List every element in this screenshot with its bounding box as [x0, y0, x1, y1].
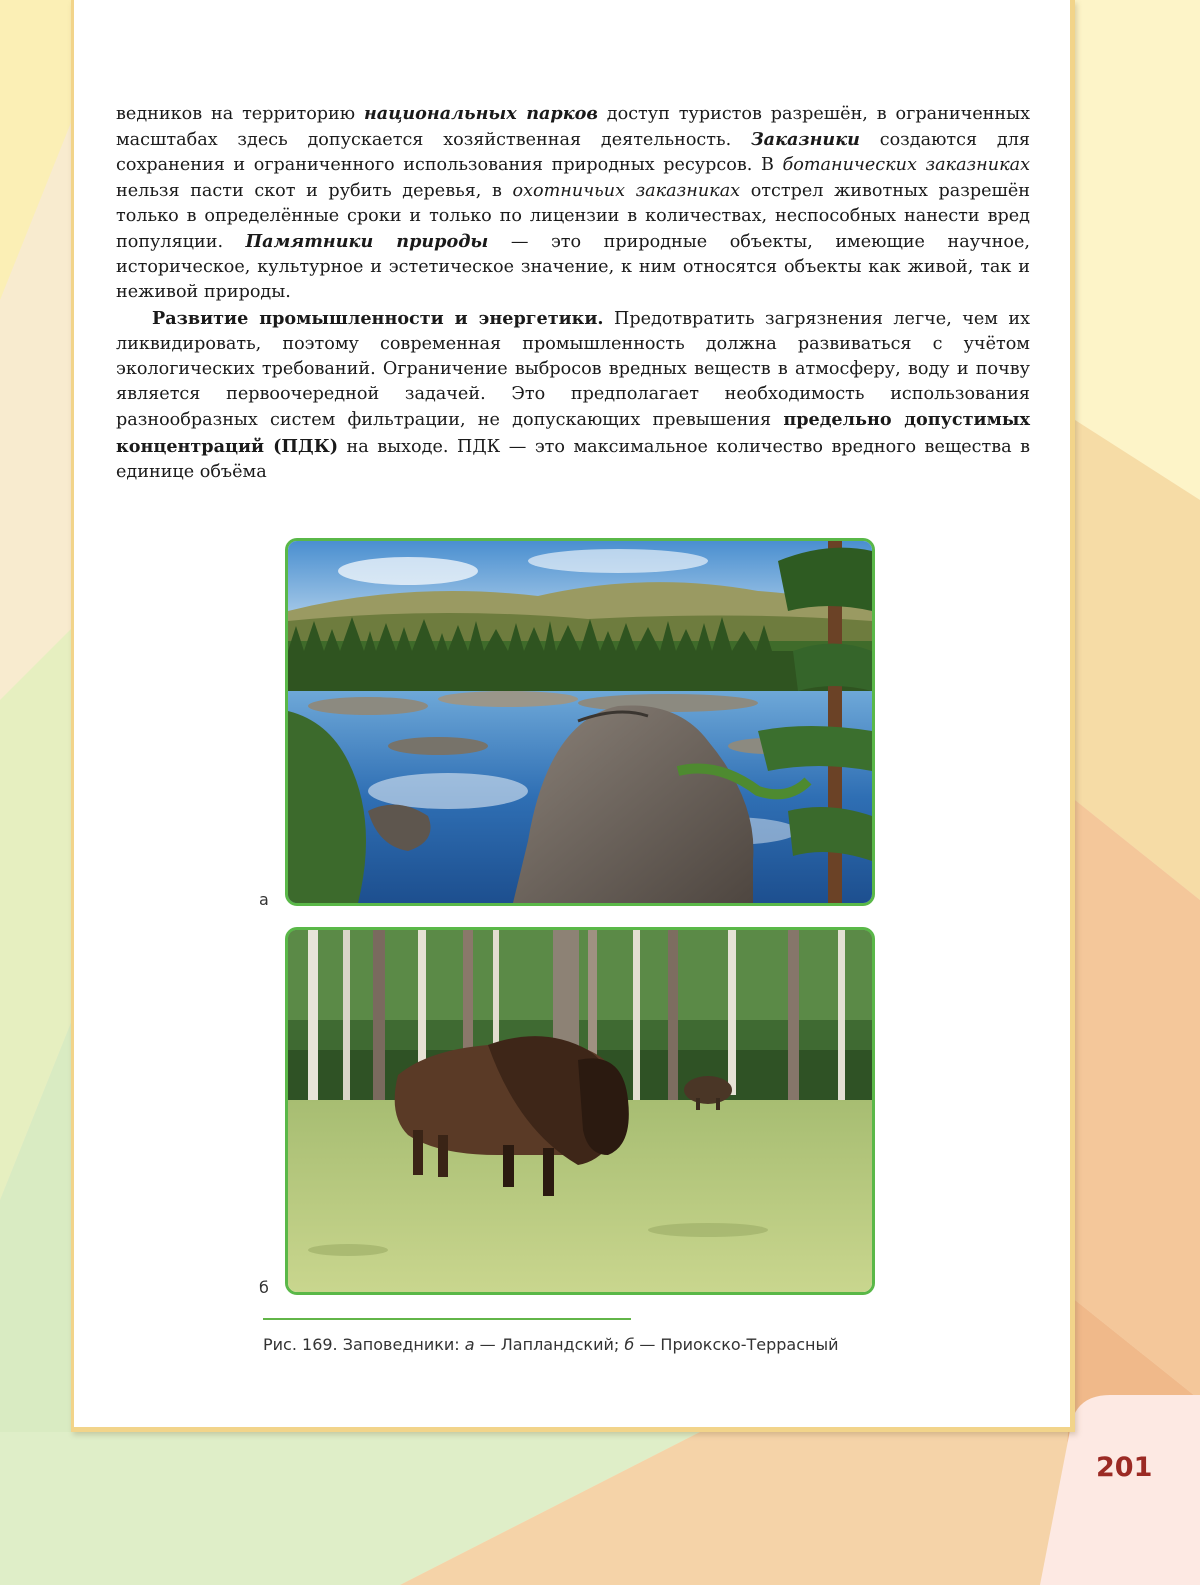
text-run: ведников на территорию: [116, 104, 364, 124]
label-a: а: [259, 890, 269, 909]
paragraph-2: [116, 306, 1030, 485]
section-heading-industry: Развитие промышленности и энергетики.: [152, 307, 604, 329]
caption-text-b: — Приокско-Террасный: [634, 1335, 839, 1354]
photo-lapland-reserve: [285, 538, 875, 906]
term-natural-monuments: Памятники природы: [245, 231, 489, 253]
caption-letter-b: б: [624, 1335, 635, 1354]
caption-divider: [263, 1318, 631, 1320]
paragraph-1: [116, 101, 1030, 306]
label-b: б: [259, 1278, 269, 1297]
text-run: отстрел животных разрешён только в определённые сроки и только по лицензии в количествах, неспособных нанести вред популяции.: [116, 180, 1030, 253]
text-run: Предотвратить загрязнения легче, чем их ликвидировать, поэтому современная промышленность должна развиваться с учётом экологических требований. Ограничение выбросов вредных веществ в атмосферу, воду и почву является первоочередной задачей. Это предполагает необходимость использования разнообразных систем фильтрации, не допускающих превышения: [116, 308, 1031, 431]
text-run: создаются для сохранения и ограниченного использования природных ресурсов. В: [116, 130, 1030, 176]
photo-prioksko-terrasny-reserve: [285, 927, 875, 1295]
bison-forest-image: [288, 930, 872, 1292]
page-number: 201: [1096, 1452, 1153, 1483]
text-run: на выходе. ПДК — это максимальное количество вредного вещества в единице объёма: [116, 436, 1031, 482]
term-zakazniki: Заказники: [750, 129, 860, 151]
term-hunting-reserves: охотничьих заказниках: [512, 180, 741, 201]
caption-letter-a: а: [464, 1335, 475, 1354]
body-text: [116, 101, 1030, 485]
text-run: нельзя пасти скот и рубить деревья, в: [116, 180, 513, 201]
term-pdk: предельно допустимых концентраций (ПДК): [116, 409, 1030, 457]
term-botanical-reserves: ботанических заказниках: [782, 155, 1030, 176]
caption-prefix: Рис. 169. Заповедники:: [263, 1335, 465, 1354]
figure-caption: [263, 1334, 863, 1356]
text-run: доступ туристов разрешён, в ограниченных масштабах здесь допускается хозяйственная деятельность.: [116, 104, 1030, 151]
text-run: — это природные объекты, имеющие научное, историческое, культурное и эстетическое значение, к ним относятся объекты как живой, так и неживой природы.: [116, 232, 1030, 303]
lapland-landscape-image: [288, 541, 872, 903]
caption-text-a: — Лапландский;: [474, 1335, 625, 1354]
term-national-parks: национальных парков: [363, 103, 598, 124]
